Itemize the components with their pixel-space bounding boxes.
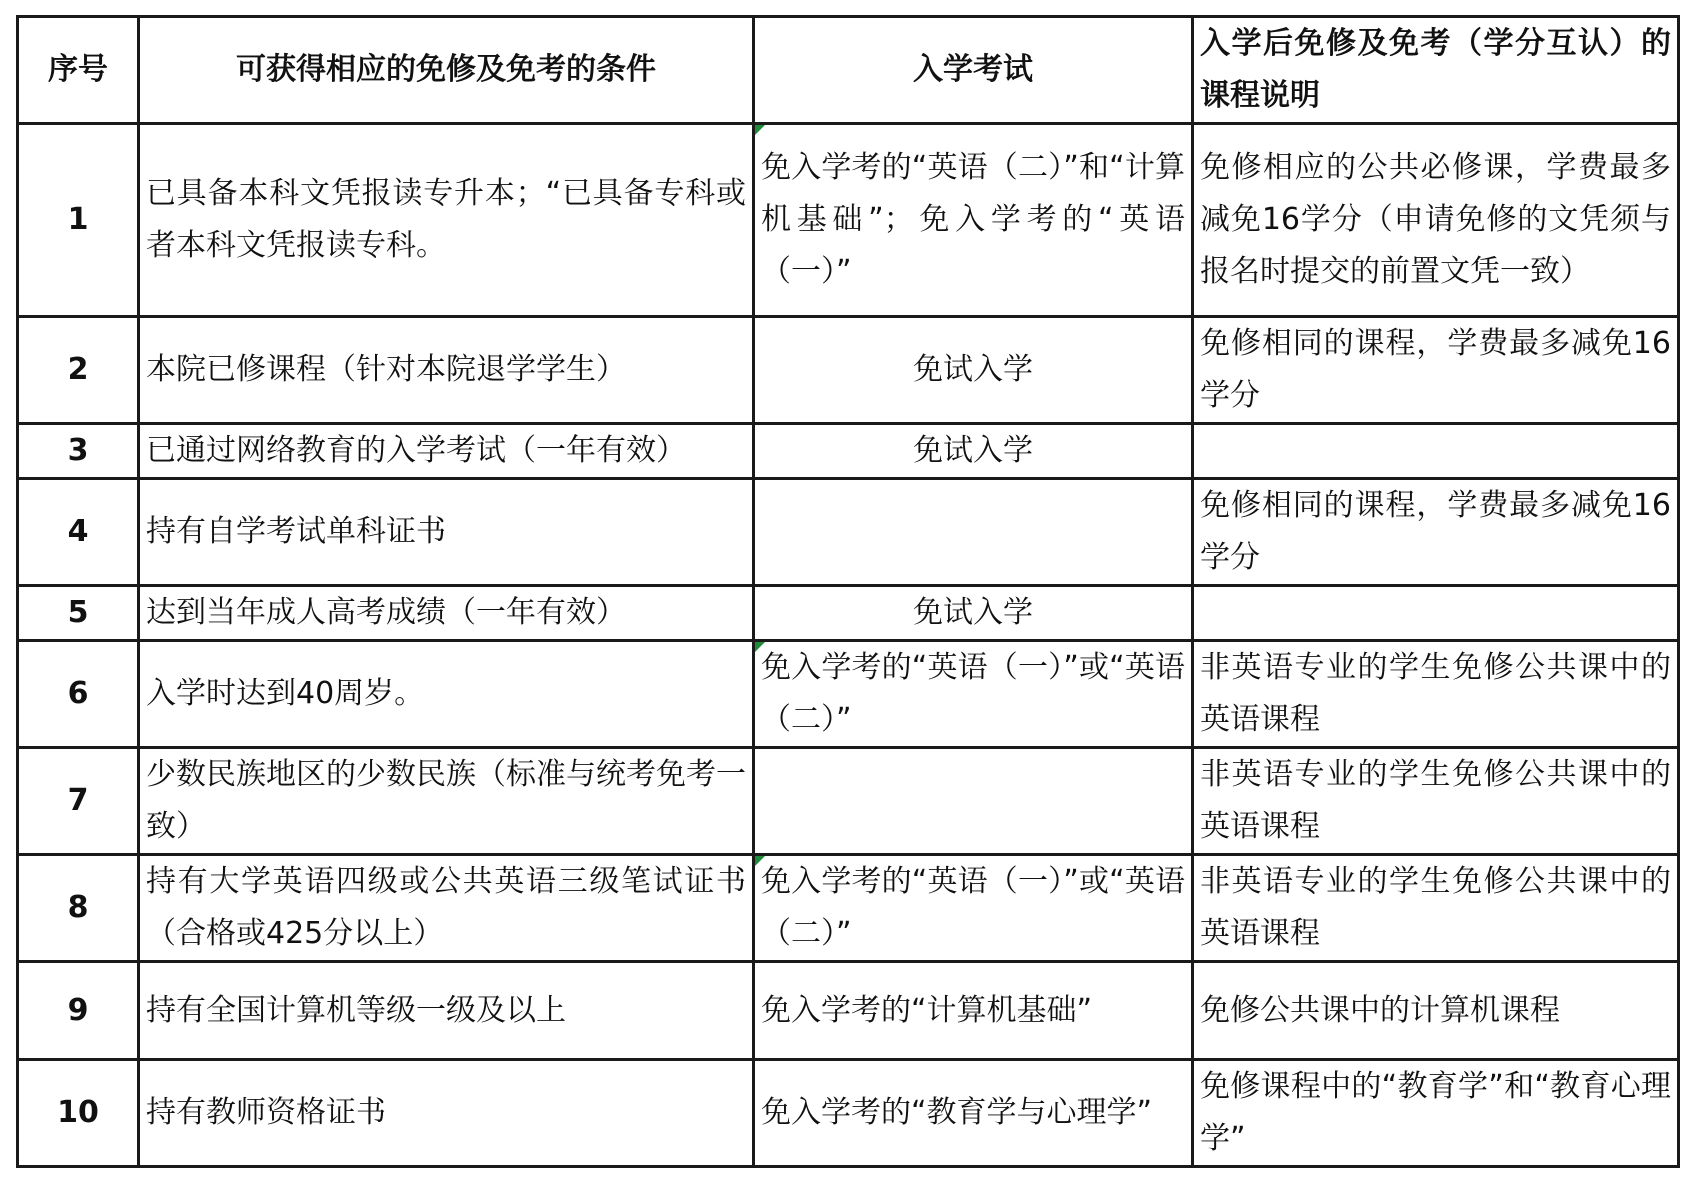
table-row xyxy=(18,962,1679,1060)
row-exam-text: 免入学考的“英语（一）”或“英语（二）” xyxy=(761,864,1185,951)
row-condition: 持有全国计算机等级一级及以上 xyxy=(139,962,754,1060)
row-condition: 持有教师资格证书 xyxy=(139,1060,754,1167)
exemption-table-container xyxy=(16,15,1677,1168)
row-condition: 持有自学考试单科证书 xyxy=(139,479,754,586)
row-note: 免修课程中的“教育学”和“教育心理学” xyxy=(1193,1060,1679,1167)
row-exam xyxy=(754,641,1193,748)
cell-comment-marker xyxy=(755,642,765,652)
row-number: 2 xyxy=(18,317,139,424)
table-header-row xyxy=(18,17,1679,124)
table-row xyxy=(18,641,1679,748)
row-condition: 已通过网络教育的入学考试（一年有效） xyxy=(139,424,754,479)
table-row xyxy=(18,124,1679,317)
row-exam xyxy=(754,855,1193,962)
row-exam: 免试入学 xyxy=(754,424,1193,479)
row-number: 5 xyxy=(18,586,139,641)
cell-comment-marker xyxy=(755,856,765,866)
header-entrance-exam: 入学考试 xyxy=(754,17,1193,124)
row-note: 免修相应的公共必修课，学费最多减免16学分（申请免修的文凭须与报名时提交的前置文凭一致） xyxy=(1193,124,1679,317)
row-exam: 免试入学 xyxy=(754,586,1193,641)
row-exam: 免入学考的“计算机基础” xyxy=(754,962,1193,1060)
row-note: 非英语专业的学生免修公共课中的英语课程 xyxy=(1193,855,1679,962)
cell-comment-marker xyxy=(755,125,765,135)
row-number: 4 xyxy=(18,479,139,586)
row-condition: 已具备本科文凭报读专升本；“已具备专科或者本科文凭报读专科。 xyxy=(139,124,754,317)
row-number: 8 xyxy=(18,855,139,962)
header-course-note: 入学后免修及免考（学分互认）的课程说明 xyxy=(1193,17,1679,124)
row-exam xyxy=(754,124,1193,317)
row-exam-text: 免入学考的“英语（一）”或“英语（二）” xyxy=(761,650,1185,737)
table-row xyxy=(18,1060,1679,1167)
row-number: 7 xyxy=(18,748,139,855)
row-condition: 少数民族地区的少数民族（标准与统考免考一致） xyxy=(139,748,754,855)
row-exam xyxy=(754,748,1193,855)
row-note: 非英语专业的学生免修公共课中的英语课程 xyxy=(1193,641,1679,748)
row-number: 10 xyxy=(18,1060,139,1167)
table-row xyxy=(18,586,1679,641)
row-number: 3 xyxy=(18,424,139,479)
row-note: 免修相同的课程，学费最多减免16学分 xyxy=(1193,479,1679,586)
header-condition: 可获得相应的免修及免考的条件 xyxy=(139,17,754,124)
row-note xyxy=(1193,424,1679,479)
row-note xyxy=(1193,586,1679,641)
row-condition: 达到当年成人高考成绩（一年有效） xyxy=(139,586,754,641)
row-number: 1 xyxy=(18,124,139,317)
row-condition: 入学时达到40周岁。 xyxy=(139,641,754,748)
table-row xyxy=(18,424,1679,479)
row-number: 6 xyxy=(18,641,139,748)
row-note: 免修相同的课程，学费最多减免16学分 xyxy=(1193,317,1679,424)
header-serial: 序号 xyxy=(18,17,139,124)
row-condition: 持有大学英语四级或公共英语三级笔试证书（合格或425分以上） xyxy=(139,855,754,962)
table-row xyxy=(18,479,1679,586)
table-row xyxy=(18,748,1679,855)
row-exam xyxy=(754,479,1193,586)
row-condition: 本院已修课程（针对本院退学学生） xyxy=(139,317,754,424)
row-exam: 免入学考的“教育学与心理学” xyxy=(754,1060,1193,1167)
row-exam-text: 免入学考的“英语（二）”和“计算机基础”；免入学考的“英语（一）” xyxy=(761,150,1185,289)
exemption-table xyxy=(16,15,1680,1168)
table-row xyxy=(18,317,1679,424)
table-row xyxy=(18,855,1679,962)
row-number: 9 xyxy=(18,962,139,1060)
row-exam: 免试入学 xyxy=(754,317,1193,424)
row-note: 免修公共课中的计算机课程 xyxy=(1193,962,1679,1060)
row-note: 非英语专业的学生免修公共课中的英语课程 xyxy=(1193,748,1679,855)
